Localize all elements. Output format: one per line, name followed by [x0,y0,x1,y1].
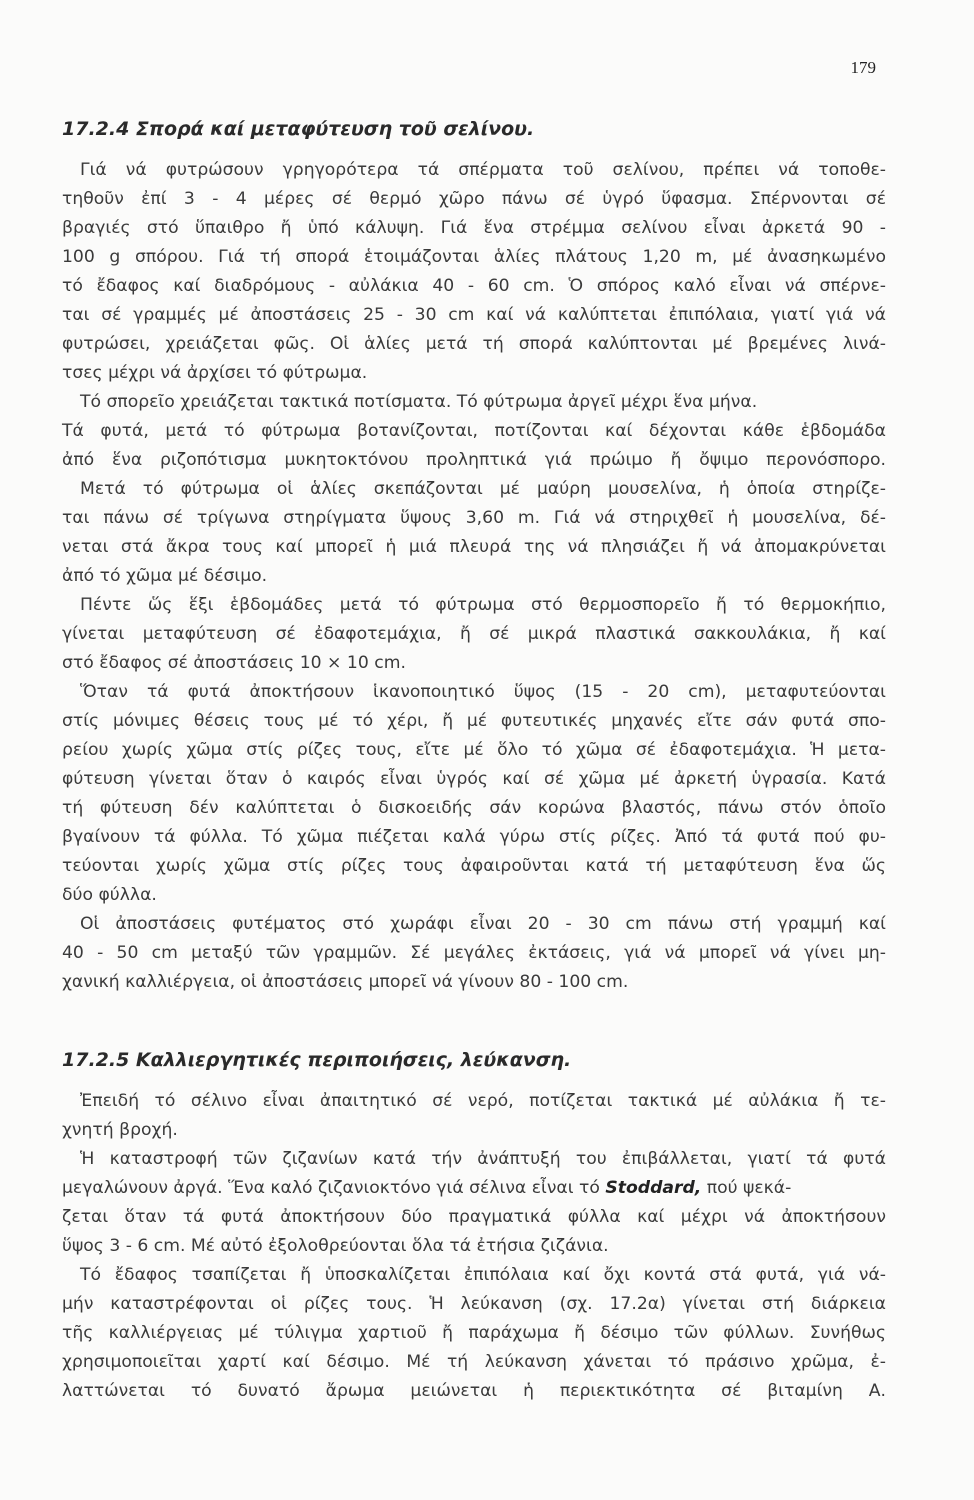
text-line: Τό σπορεῖο χρειάζεται τακτικά ποτίσματα. Τό φύτρωμα ἀργεῖ μέχρι ἕνα μήνα. [80,392,758,412]
text-line: γίνεται μεταφύτευση σέ ἐδαφοτεμάχια, ἤ σέ μικρά πλαστικά σακκουλάκια, ἤ καί [62,624,886,644]
text-line: ἀπό τό χῶμα μέ δέσιμο. [62,566,268,586]
text-line: ρείου χωρίς χῶμα στίς ρίζες τους, εἴτε μέ ὅλο τό χῶμα σέ ἐδαφοτεμάχια. Ἡ μετα- [62,740,886,760]
text-line: βραγιές στό ὕπαιθρο ἤ ὑπό κάλυψη. Γιά ἕνα στρέμμα σελίνου εἶναι ἀρκετά 90 - [62,218,886,238]
text-segment: πού ψεκά- [706,1178,792,1198]
text-line: τσες μέχρι νά ἀρχίσει τό φύτρωμα. [62,363,368,383]
text-line: δύο φύλλα. [62,885,157,905]
text-line: 100 g σπόρου. Γιά τή σπορά ἑτοιμάζονται ἁλίες πλάτους 1,20 m, μέ ἀνασηκωμένο [62,247,886,267]
text-line: τή φύτευση δέν καλύπτεται ὁ δισκοειδής σάν κορώνα βλαστός, πάνω στόν ὁποῖο [62,798,886,818]
text-line: ται πάνω σέ τρίγωνα στηρίγματα ὕψους 3,60 m. Γιά νά στηριχθεῖ ἡ μουσελίνα, δέ- [62,508,886,528]
section-heading-17-2-4: 17.2.4 Σπορά καί μεταφύτευση τοῦ σελίνου. [62,118,535,140]
text-line: Οἱ ἀποστάσεις φυτέματος στό χωράφι εἶναι 20 - 30 cm πάνω στή γραμμή καί [80,914,886,934]
text-line: Ἐπειδή τό σέλινο εἶναι ἀπαιτητικό σέ νερό, ποτίζεται τακτικά μέ αὐλάκια ἤ τε- [80,1091,886,1111]
text-line: Πέντε ὥς ἕξι ἑβδομάδες μετά τό φύτρωμα στό θερμοσπορεῖο ἤ τό θερμοκήπιο, [80,595,886,615]
text-line: 40 - 50 cm μεταξύ τῶν γραμμῶν. Σέ μεγάλες ἐκτάσεις, γιά νά μπορεῖ νά γίνει μη- [62,943,886,963]
section-heading-17-2-5: 17.2.5 Καλλιεργητικές περιποιήσεις, λεύκανση. [62,1049,572,1071]
text-line: νεται στά ἄκρα τους καί μπορεῖ ἡ μιά πλευρά της νά πλησιάζει ἤ νά ἀπομακρύνεται [62,537,886,557]
text-line: βγαίνουν τά φύλλα. Τό χῶμα πιέζεται καλά γύρω στίς ρίζες. Ἀπό τά φυτά πού φυ- [62,827,886,847]
text-line: φύτευση γίνεται ὅταν ὁ καιρός εἶναι ὑγρός καί σέ χῶμα μέ ἀρκετή ὑγρασία. Κατά [62,769,886,789]
text-line: στίς μόνιμες θέσεις τους μέ τό χέρι, ἤ μέ φυτευτικές μηχανές εἴτε σάν φυτά σπο- [62,711,886,731]
text-line: Ἡ καταστροφή τῶν ζιζανίων κατά τήν ἀνάπτυξή του ἐπιβάλλεται, γιατί τά φυτά [80,1149,886,1169]
product-name-stoddard: Stoddard, [605,1178,702,1198]
text-line: τό ἔδαφος καί διαδρόμους - αὐλάκια 40 - 60 cm. Ὁ σπόρος καλό εἶναι νά σπέρνε- [62,276,886,296]
text-line: Τό ἔδαφος τσαπίζεται ἤ ὑποσκαλίζεται ἐπιπόλαια καί ὄχι κοντά στά φυτά, γιά νά- [80,1265,886,1285]
text-line: Γιά νά φυτρώσουν γρηγορότερα τά σπέρματα τοῦ σελίνου, πρέπει νά τοποθε- [80,160,886,180]
text-line: Ὅταν τά φυτά ἀποκτήσουν ἱκανοποιητικό ὕψος (15 - 20 cm), μεταφυτεύονται [80,682,886,702]
text-line: τῆς καλλιέργειας μέ τύλιγμα χαρτιοῦ ἤ παράχωμα ἤ δέσιμο τῶν φύλλων. Συνήθως [62,1323,886,1343]
text-line: ὕψος 3 - 6 cm. Μέ αὐτό ἐξολοθρεύονται ὅλα τά ἐτήσια ζιζάνια. [62,1236,609,1256]
text-line: στό ἔδαφος σέ ἀποστάσεις 10 × 10 cm. [62,653,406,673]
text-line-with-brand [62,1180,886,1197]
text-line: Μετά τό φύτρωμα οἱ ἁλίες σκεπάζονται μέ μαύρη μουσελίνα, ἡ ὁποία στηρίζε- [80,479,886,499]
text-line: χνητή βροχή. [62,1120,178,1140]
text-line: μήν καταστρέφονται οἱ ρίζες τους. Ἡ λεύκανση (σχ. 17.2α) γίνεται στή διάρκεια [62,1294,886,1314]
text-line: χρησιμοποιεῖται χαρτί καί δέσιμο. Μέ τή λεύκανση χάνεται τό πράσινο χρῶμα, ἐ- [62,1352,886,1372]
text-segment: μεγαλώνουν ἀργά. Ἕνα καλό ζιζανιοκτόνο γιά σέλινα εἶναι τό [62,1178,600,1198]
text-line: λαττώνεται τό δυνατό ἄρωμα μειώνεται ἡ περιεκτικότητα σέ βιταμίνη Α. [62,1381,886,1401]
text-line: τεύονται χωρίς χῶμα στίς ρίζες τους ἀφαιροῦνται κατά τή μεταφύτευση ἕνα ὥς [62,856,886,876]
text-line: ἀπό ἕνα ριζοπότισμα μυκητοκτόνου προληπτικά γιά πρώιμο ἤ ὄψιμο περονόσπορο. [62,450,886,470]
text-line: ται σέ γραμμές μέ ἀποστάσεις 25 - 30 cm καί νά καλύπτεται ἐπιπόλαια, γιατί γιά νά [62,305,886,325]
text-line: τηθοῦν ἐπί 3 - 4 μέρες σέ θερμό χῶρο πάνω σέ ὑγρό ὕφασμα. Σπέρνονται σέ [62,189,886,209]
text-line: ζεται ὅταν τά φυτά ἀποκτήσουν δύο πραγματικά φύλλα καί μέχρι νά ἀποκτήσουν [62,1207,886,1227]
text-line: φυτρώσει, χρειάζεται φῶς. Οἱ ἁλίες μετά τή σπορά καλύπτονται μέ βρεμένες λινά- [62,334,886,354]
text-line: χανική καλλιέργεια, οἱ ἀποστάσεις μπορεῖ νά γίνουν 80 - 100 cm. [62,972,629,992]
text-line: Τά φυτά, μετά τό φύτρωμα βοτανίζονται, ποτίζονται καί δέχονται κάθε ἑβδομάδα [62,421,886,441]
page-number: 179 [850,58,876,77]
